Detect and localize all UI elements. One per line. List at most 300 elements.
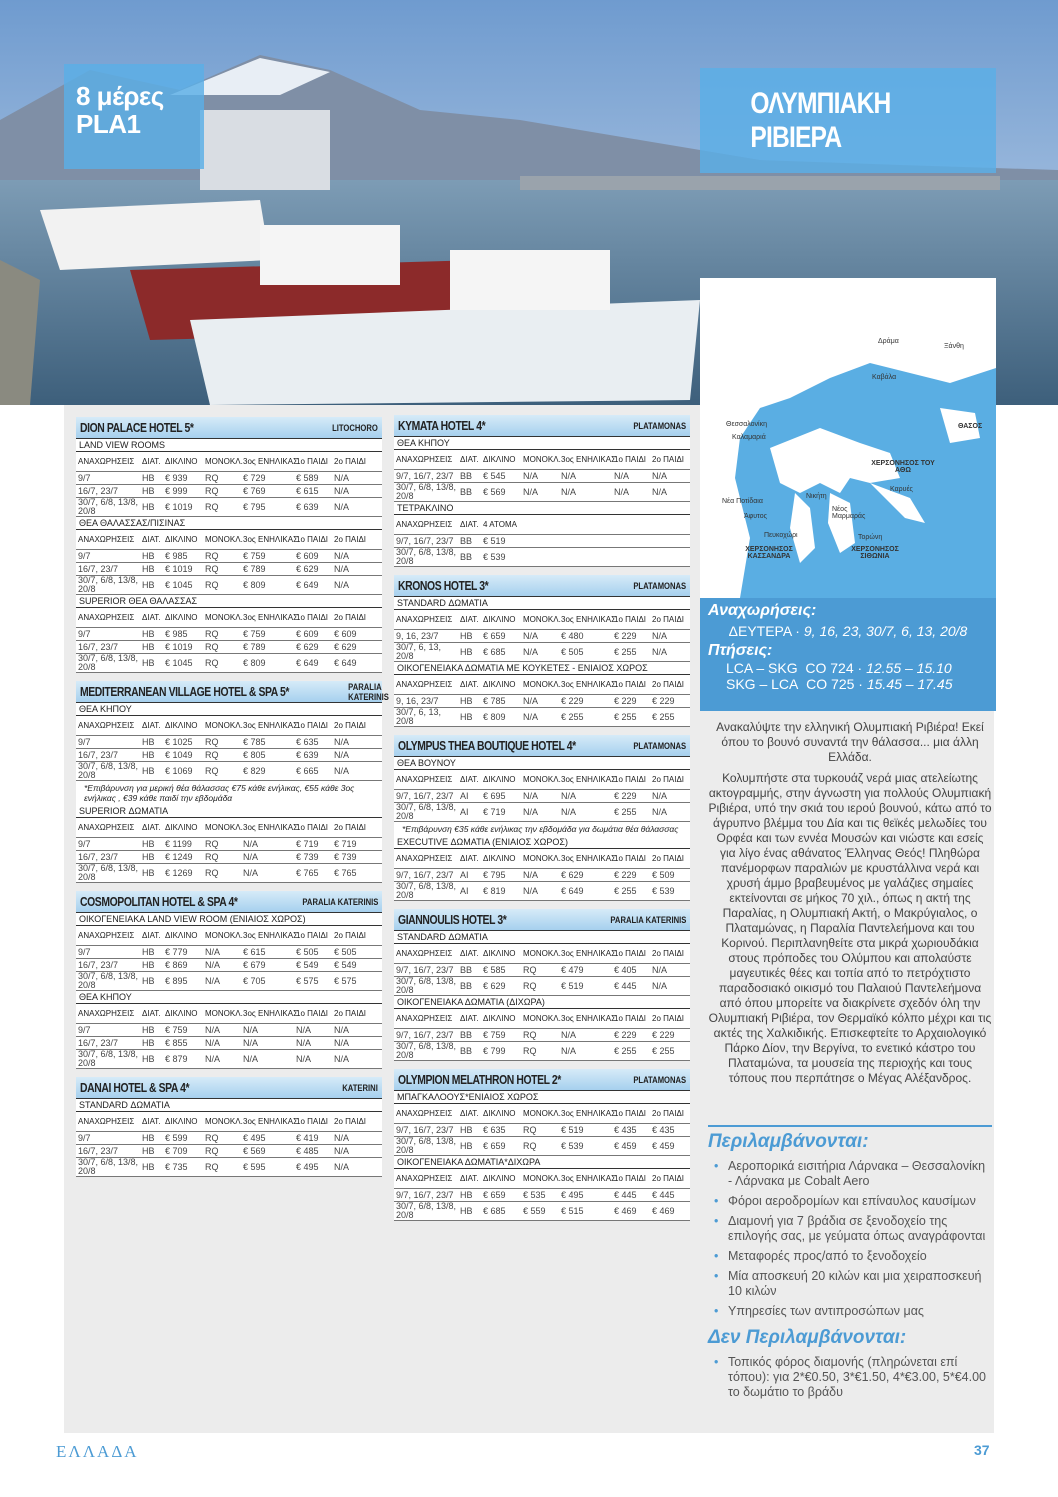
column-header: 3ος ΕΝΗΛΙΚΑΣ bbox=[243, 457, 299, 466]
table-cell: € 539 bbox=[652, 886, 675, 896]
table-cell: N/A bbox=[652, 807, 668, 817]
table-cell: 9/7 bbox=[78, 736, 91, 747]
column-header: 3ος ΕΝΗΛΙΚΑΣ bbox=[243, 535, 299, 544]
table-cell: HB bbox=[142, 868, 155, 878]
column-header: ΜΟΝΟΚΛ. bbox=[523, 775, 561, 784]
table-cell: RQ bbox=[205, 868, 219, 878]
table-cell: HB bbox=[142, 564, 155, 574]
excluded-title: Δεν Περιλαμβάνονται: bbox=[708, 1327, 907, 1348]
column-header: 3ος ΕΝΗΛΙΚΑΣ bbox=[243, 613, 299, 622]
table-cell: 9/7, 16/7, 23/7 bbox=[396, 470, 454, 481]
table-cell: N/A bbox=[334, 1162, 350, 1172]
hotel-name: OLYMPUS THEA BOUTIQUE HOTEL 4* bbox=[398, 738, 576, 753]
table-cell: € 765 bbox=[296, 868, 319, 878]
table-cell: € 229 bbox=[614, 870, 637, 880]
table-row bbox=[76, 736, 382, 749]
column-header: ΔΙΚΛΙΝΟ bbox=[483, 1014, 516, 1023]
table-cell: € 599 bbox=[165, 1133, 188, 1143]
flights-title: Πτήσεις: bbox=[708, 642, 773, 659]
table-cell: € 539 bbox=[561, 1141, 584, 1151]
table-cell: 30/7, 6/8, 13/8, 20/8 bbox=[396, 976, 457, 995]
table-cell: € 665 bbox=[296, 766, 319, 776]
table-cell: 16/7, 23/7 bbox=[78, 1145, 119, 1156]
column-header: 3ος ΕΝΗΛΙΚΑΣ bbox=[561, 775, 617, 784]
table-cell: € 480 bbox=[561, 631, 584, 641]
column-header: ΔΙΚΛΙΝΟ bbox=[483, 615, 516, 624]
hotel-header bbox=[394, 415, 690, 437]
list-item: • Αεροπορικά εισιτήρια Λάρνακα – Θεσσαλονίκη - Λάρνακα με Cobalt Aero bbox=[708, 1159, 992, 1189]
table-row bbox=[76, 472, 382, 485]
table-cell: € 1045 bbox=[165, 580, 193, 590]
table-cell: € 505 bbox=[561, 647, 584, 657]
column-header: ΔΙΑΤ. bbox=[460, 949, 479, 958]
table-cell: 30/7, 6/8, 13/8, 20/8 bbox=[396, 547, 457, 566]
table-cell: N/A bbox=[334, 502, 350, 512]
column-header: 3ος ΕΝΗΛΙΚΑΣ bbox=[561, 949, 617, 958]
column-header: 2ο ΠΑΙΔΙ bbox=[652, 1109, 685, 1118]
table-cell: € 805 bbox=[243, 750, 266, 760]
table-cell: RQ bbox=[205, 750, 219, 760]
description-intro: Ανακαλύψτε την ελληνική Ολυμπιακή Ριβιέρα! Εκεί όπου το βουνό συναντά την θάλασσα... μια άλλη Ελλάδα. bbox=[716, 720, 984, 764]
table-cell: HB bbox=[142, 947, 155, 957]
table-cell: € 459 bbox=[614, 1141, 637, 1151]
table-cell: HB bbox=[142, 737, 155, 747]
map-label: ΧΕΡΣΟΝΗΣΟΣ ΣΙΘΩΝΙΑ bbox=[851, 546, 899, 560]
table-cell: 30/7, 6/8, 13/8, 20/8 bbox=[78, 863, 139, 882]
table-cell: € 719 bbox=[334, 839, 357, 849]
column-header: ΑΝΑΧΩΡΗΣΕΙΣ bbox=[396, 1014, 453, 1023]
hotel-location: LITOCHORO bbox=[332, 422, 378, 433]
table-cell: € 659 bbox=[483, 1141, 506, 1151]
column-header-row bbox=[76, 1004, 382, 1024]
table-cell: N/A bbox=[334, 1133, 350, 1143]
table-cell: 9/7 bbox=[78, 628, 91, 639]
hotel-name: KYMATA HOTEL 4* bbox=[398, 418, 486, 433]
table-cell: € 985 bbox=[165, 629, 188, 639]
table-cell: HB bbox=[142, 1025, 155, 1035]
column-header: 2ο ΠΑΙΔΙ bbox=[652, 854, 685, 863]
table-cell: AI bbox=[460, 870, 469, 880]
table-cell: € 1019 bbox=[165, 502, 193, 512]
table-cell: € 795 bbox=[483, 870, 506, 880]
table-cell: € 575 bbox=[334, 976, 357, 986]
table-cell: N/A bbox=[523, 791, 539, 801]
column-header: 1ο ΠΑΙΔΙ bbox=[614, 615, 647, 624]
table-cell: € 405 bbox=[614, 965, 637, 975]
hotels-column-middle bbox=[394, 415, 690, 1229]
table-cell: HB bbox=[460, 1206, 473, 1216]
table-cell: 30/7, 6/8, 13/8, 20/8 bbox=[78, 1157, 139, 1176]
table-cell: € 435 bbox=[614, 1125, 637, 1135]
table-cell: RQ bbox=[205, 1162, 219, 1172]
table-cell: € 785 bbox=[243, 737, 266, 747]
table-cell: 9/7 bbox=[78, 838, 91, 849]
table-row bbox=[76, 498, 382, 517]
table-cell: € 1069 bbox=[165, 766, 193, 776]
column-header: ΔΙΚΛΙΝΟ bbox=[165, 721, 198, 730]
hotel-header bbox=[76, 1077, 382, 1099]
column-header: ΔΙΑΤ. bbox=[460, 455, 479, 464]
map-label: Νικήτη bbox=[806, 493, 827, 500]
hotel-header bbox=[76, 417, 382, 439]
column-header: ΑΝΑΧΩΡΗΣΕΙΣ bbox=[78, 457, 135, 466]
table-cell: N/A bbox=[561, 1046, 577, 1056]
table-cell: € 519 bbox=[483, 536, 506, 546]
column-header: 3ος ΕΝΗΛΙΚΑΣ bbox=[561, 1174, 617, 1183]
room-type: ΟΙΚΟΓΕΝΕΙΑΚΑ ΔΩΜΑΤΙΑ*ΔΙΧΩΡΑ bbox=[394, 1156, 690, 1169]
table-cell: HB bbox=[142, 1054, 155, 1064]
table-row bbox=[394, 548, 690, 567]
table-cell: € 255 bbox=[614, 647, 637, 657]
column-header: ΑΝΑΧΩΡΗΣΕΙΣ bbox=[396, 520, 453, 529]
table-cell: € 1025 bbox=[165, 737, 193, 747]
table-row bbox=[76, 1132, 382, 1145]
map-label: Άφυτος bbox=[744, 513, 767, 520]
column-header: 1ο ΠΑΙΔΙ bbox=[296, 457, 329, 466]
table-cell: RQ bbox=[205, 852, 219, 862]
column-header: 2ο ΠΑΙΔΙ bbox=[652, 680, 685, 689]
table-cell: N/A bbox=[334, 1146, 350, 1156]
hotel-location: PLATAMONAS bbox=[633, 580, 686, 591]
column-header: ΔΙΑΤ. bbox=[142, 1117, 161, 1126]
table-cell: € 635 bbox=[483, 1125, 506, 1135]
table-cell: € 659 bbox=[483, 631, 506, 641]
column-header: ΔΙΚΛΙΝΟ bbox=[165, 823, 198, 832]
table-cell: N/A bbox=[296, 1025, 312, 1035]
table-row bbox=[394, 1137, 690, 1156]
table-cell: € 659 bbox=[483, 1190, 506, 1200]
column-header: ΑΝΑΧΩΡΗΣΕΙΣ bbox=[396, 1109, 453, 1118]
hotel-table bbox=[394, 575, 690, 727]
table-cell: € 229 bbox=[614, 696, 637, 706]
table-cell: BB bbox=[460, 981, 473, 991]
column-header: ΑΝΑΧΩΡΗΣΕΙΣ bbox=[396, 680, 453, 689]
table-cell: HB bbox=[142, 1038, 155, 1048]
table-cell: € 615 bbox=[296, 486, 319, 496]
hotel-table bbox=[76, 891, 382, 1069]
column-header: 1ο ΠΑΙΔΙ bbox=[296, 1009, 329, 1018]
column-header: ΜΟΝΟΚΛ. bbox=[205, 823, 243, 832]
column-header: 1ο ΠΑΙΔΙ bbox=[614, 1014, 647, 1023]
table-row bbox=[394, 483, 690, 502]
table-cell: € 495 bbox=[561, 1190, 584, 1200]
column-header: ΑΝΑΧΩΡΗΣΕΙΣ bbox=[78, 1009, 135, 1018]
table-cell: HB bbox=[142, 960, 155, 970]
column-header-row bbox=[394, 849, 690, 869]
column-header: 2ο ΠΑΙΔΙ bbox=[334, 823, 367, 832]
description bbox=[708, 720, 992, 1092]
column-header: 1ο ΠΑΙΔΙ bbox=[614, 854, 647, 863]
map-label: Καρυές bbox=[890, 486, 913, 493]
table-cell: € 1019 bbox=[165, 564, 193, 574]
table-cell: BB bbox=[460, 471, 473, 481]
column-header: ΔΙΚΛΙΝΟ bbox=[165, 457, 198, 466]
room-type: SUPERIOR ΔΩΜΑΤΙΑ bbox=[76, 805, 382, 818]
table-cell: BB bbox=[460, 1046, 473, 1056]
column-header: ΔΙΚΛΙΝΟ bbox=[165, 535, 198, 544]
table-cell: N/A bbox=[652, 981, 668, 991]
hotels-column-left bbox=[76, 417, 390, 1185]
column-header: 1ο ΠΑΙΔΙ bbox=[614, 775, 647, 784]
column-header: ΜΟΝΟΚΛ. bbox=[523, 455, 561, 464]
hotel-table bbox=[394, 735, 690, 901]
table-cell: € 759 bbox=[243, 629, 266, 639]
table-cell: HB bbox=[142, 976, 155, 986]
table-cell: € 739 bbox=[334, 852, 357, 862]
table-cell: N/A bbox=[561, 791, 577, 801]
table-cell: N/A bbox=[205, 947, 221, 957]
table-cell: N/A bbox=[243, 839, 259, 849]
hotel-location: PARALIA KATERINIS bbox=[348, 681, 390, 702]
column-header: ΑΝΑΧΩΡΗΣΕΙΣ bbox=[396, 949, 453, 958]
column-header: 1ο ΠΑΙΔΙ bbox=[296, 535, 329, 544]
table-cell: € 445 bbox=[652, 1190, 675, 1200]
table-cell: HB bbox=[142, 486, 155, 496]
table-cell: € 609 bbox=[296, 629, 319, 639]
column-header: 2ο ΠΑΙΔΙ bbox=[334, 1009, 367, 1018]
table-cell: AI bbox=[460, 886, 469, 896]
included-list bbox=[708, 1159, 992, 1319]
column-header-row bbox=[394, 1104, 690, 1124]
table-cell: 9/7, 16/7, 23/7 bbox=[396, 790, 454, 801]
table-cell: € 789 bbox=[243, 564, 266, 574]
column-header: ΔΙΚΛΙΝΟ bbox=[165, 931, 198, 940]
table-cell: € 785 bbox=[483, 696, 506, 706]
hotel-name: MEDITERRANEAN VILLAGE HOTEL & SPA 5* bbox=[80, 684, 290, 699]
map-label: Πευκοχώρι bbox=[764, 532, 798, 539]
table-cell: € 769 bbox=[243, 486, 266, 496]
table-cell: € 545 bbox=[483, 471, 506, 481]
column-header-row bbox=[76, 716, 382, 736]
table-cell: 9, 16, 23/7 bbox=[396, 695, 439, 706]
table-cell: € 485 bbox=[296, 1146, 319, 1156]
column-header-row bbox=[394, 450, 690, 470]
table-cell: € 255 bbox=[652, 712, 675, 722]
table-cell: HB bbox=[142, 1133, 155, 1143]
table-cell: RQ bbox=[523, 1125, 537, 1135]
table-cell: € 809 bbox=[243, 658, 266, 668]
column-header: 3ος ΕΝΗΛΙΚΑΣ bbox=[243, 823, 299, 832]
table-cell: N/A bbox=[334, 737, 350, 747]
table-cell: N/A bbox=[243, 868, 259, 878]
table-cell: BB bbox=[460, 552, 473, 562]
room-type: STANDARD ΔΩΜΑΤΙΑ bbox=[394, 597, 690, 610]
table-cell: € 685 bbox=[483, 647, 506, 657]
table-cell: € 575 bbox=[296, 976, 319, 986]
column-header: 1ο ΠΑΙΔΙ bbox=[296, 1117, 329, 1126]
list-item: • Φόροι αεροδρομίων και επίναυλος καυσίμων bbox=[708, 1194, 992, 1209]
column-header: ΜΟΝΟΚΛ. bbox=[205, 1117, 243, 1126]
list-item: • Διαμονή για 7 βράδια σε ξενοδοχείο της επιλογής σας, με γεύματα όπως αναγράφονται bbox=[708, 1214, 992, 1244]
hotel-table bbox=[76, 681, 390, 883]
column-header: ΔΙΑΤ. bbox=[460, 615, 479, 624]
hotel-header bbox=[76, 681, 390, 703]
hotel-location: KATERINI bbox=[342, 1082, 378, 1093]
table-cell: € 459 bbox=[652, 1141, 675, 1151]
hotel-location: PARALIA KATERINIS bbox=[302, 896, 378, 907]
column-header: 3ος ΕΝΗΛΙΚΑΣ bbox=[561, 1014, 617, 1023]
departure-dates: ΔΕΥΤΕΡΑ · 9, 16, 23, 30/7, 6, 13, 20/8 bbox=[728, 623, 968, 639]
room-type: STANDARD ΔΩΜΑΤΙΑ bbox=[76, 1099, 382, 1112]
region-title: ΟΛΥΜΠΙΑΚΗ ΡΙΒΙΕΡΑ bbox=[750, 86, 891, 154]
table-cell: RQ bbox=[523, 965, 537, 975]
column-header: ΔΙΚΛΙΝΟ bbox=[165, 1117, 198, 1126]
table-cell: BB bbox=[460, 1030, 473, 1040]
table-cell: € 595 bbox=[243, 1162, 266, 1172]
table-cell: N/A bbox=[296, 1038, 312, 1048]
column-header: ΑΝΑΧΩΡΗΣΕΙΣ bbox=[78, 721, 135, 730]
column-header: ΑΝΑΧΩΡΗΣΕΙΣ bbox=[78, 613, 135, 622]
table-cell: N/A bbox=[561, 1030, 577, 1040]
hotel-name: GIANNOULIS HOTEL 3* bbox=[398, 912, 507, 927]
hotel-table bbox=[394, 1069, 690, 1221]
table-row bbox=[76, 654, 382, 673]
footer-country: ΕΛΛΑΔΑ bbox=[56, 1442, 139, 1461]
table-cell: 9/7, 16/7, 23/7 bbox=[396, 1029, 454, 1040]
column-header: 1ο ΠΑΙΔΙ bbox=[296, 721, 329, 730]
column-header: 4 ΑΤΟΜΑ bbox=[483, 520, 517, 529]
table-cell: 30/7, 6/8, 13/8, 20/8 bbox=[396, 1136, 457, 1155]
map-label: Τορώνη bbox=[858, 534, 883, 541]
table-cell: € 635 bbox=[296, 737, 319, 747]
table-cell: 16/7, 23/7 bbox=[78, 641, 119, 652]
table-cell: HB bbox=[142, 766, 155, 776]
table-cell: € 709 bbox=[165, 1146, 188, 1156]
hotel-name: DANAI HOTEL & SPA 4* bbox=[80, 1080, 190, 1095]
map-label: Ξάνθη bbox=[944, 343, 964, 350]
column-header-row bbox=[76, 1112, 382, 1132]
column-header: 2ο ΠΑΙΔΙ bbox=[334, 1117, 367, 1126]
departures-box bbox=[700, 598, 996, 711]
column-header: ΔΙΑΤ. bbox=[142, 457, 161, 466]
table-cell: RQ bbox=[205, 473, 219, 483]
column-header: ΔΙΑΤ. bbox=[460, 1109, 479, 1118]
table-cell: € 639 bbox=[296, 750, 319, 760]
table-cell: 30/7, 6/8, 13/8, 20/8 bbox=[396, 1041, 457, 1060]
column-header-row bbox=[394, 675, 690, 695]
room-type: ΘΕΑ ΚΗΠΟΥ bbox=[76, 703, 382, 716]
table-cell: 16/7, 23/7 bbox=[78, 749, 119, 760]
hotel-table bbox=[394, 415, 690, 567]
column-header: 1ο ΠΑΙΔΙ bbox=[296, 931, 329, 940]
table-cell: RQ bbox=[205, 642, 219, 652]
table-cell: RQ bbox=[523, 1030, 537, 1040]
table-cell: HB bbox=[142, 502, 155, 512]
column-header-row bbox=[76, 452, 382, 472]
table-cell: N/A bbox=[523, 696, 539, 706]
column-header: ΔΙΚΛΙΝΟ bbox=[165, 1009, 198, 1018]
table-cell: € 1199 bbox=[165, 839, 192, 849]
table-cell: 30/7, 6/8, 13/8, 20/8 bbox=[396, 881, 457, 900]
map-label: Θεσσαλονίκη bbox=[726, 421, 767, 428]
hotel-table bbox=[76, 1077, 382, 1177]
column-header: ΔΙΑΤ. bbox=[142, 535, 161, 544]
table-cell: € 799 bbox=[483, 1046, 506, 1056]
column-header: 3ος ΕΝΗΛΙΚΑΣ bbox=[243, 931, 299, 940]
table-cell: € 495 bbox=[243, 1133, 266, 1143]
table-note: *Επιβάρυνση για μερική θέα θάλασσας €75 κάθε ενήλικας, €55 κάθε 3ος ενήλικας , €39 κάθε παιδί την εβδομάδα bbox=[84, 783, 355, 803]
table-cell: € 255 bbox=[561, 712, 584, 722]
table-cell: 9, 16, 23/7 bbox=[396, 630, 439, 641]
table-cell: N/A bbox=[523, 471, 539, 481]
table-cell: HB bbox=[460, 1125, 473, 1135]
table-cell: € 629 bbox=[296, 564, 319, 574]
hotel-location: PLATAMONAS bbox=[633, 1074, 686, 1085]
column-header: 1ο ΠΑΙΔΙ bbox=[614, 455, 647, 464]
table-cell: 9/7, 16/7, 23/7 bbox=[396, 535, 454, 546]
table-cell: € 735 bbox=[165, 1162, 188, 1172]
column-header: ΔΙΑΤ. bbox=[142, 1009, 161, 1018]
table-cell: € 829 bbox=[243, 766, 266, 776]
table-cell: HB bbox=[142, 473, 155, 483]
table-cell: € 435 bbox=[652, 1125, 675, 1135]
region-banner bbox=[700, 68, 996, 173]
table-cell: € 895 bbox=[165, 976, 188, 986]
table-cell: RQ bbox=[205, 580, 219, 590]
table-cell: € 539 bbox=[483, 552, 506, 562]
table-cell: N/A bbox=[561, 487, 577, 497]
column-header: 2ο ΠΑΙΔΙ bbox=[652, 615, 685, 624]
table-cell: N/A bbox=[614, 471, 630, 481]
table-cell: N/A bbox=[334, 564, 350, 574]
table-row bbox=[76, 838, 382, 851]
table-cell: 30/7, 6/8, 13/8, 20/8 bbox=[78, 761, 139, 780]
column-header-row bbox=[394, 1009, 690, 1029]
trip-code: PLA1 bbox=[76, 109, 141, 139]
room-type: SUPERIOR ΘΕΑ ΘΑΛΑΣΣΑΣ bbox=[76, 595, 382, 608]
table-cell: N/A bbox=[652, 631, 668, 641]
table-cell: HB bbox=[460, 647, 473, 657]
room-type: ΘΕΑ ΒΟΥΝΟΥ bbox=[394, 757, 690, 770]
column-header: ΜΟΝΟΚΛ. bbox=[523, 615, 561, 624]
table-cell: N/A bbox=[205, 1038, 221, 1048]
column-header: ΔΙΑΤ. bbox=[460, 1174, 479, 1183]
departures-title: Αναχωρήσεις: bbox=[708, 602, 817, 619]
table-row bbox=[394, 977, 690, 996]
table-cell: € 1249 bbox=[165, 852, 193, 862]
table-cell: € 629 bbox=[296, 642, 319, 652]
table-cell: RQ bbox=[205, 1133, 219, 1143]
table-cell: € 629 bbox=[334, 642, 357, 652]
table-cell: N/A bbox=[523, 807, 539, 817]
table-cell: N/A bbox=[243, 1054, 259, 1064]
table-cell: 9/7 bbox=[78, 1024, 91, 1035]
table-cell: 16/7, 23/7 bbox=[78, 1037, 119, 1048]
table-row bbox=[76, 972, 382, 991]
table-cell: € 705 bbox=[243, 976, 266, 986]
column-header: ΑΝΑΧΩΡΗΣΕΙΣ bbox=[396, 854, 453, 863]
room-type: ΟΙΚΟΓΕΝΕΙΑΚΑ ΔΩΜΑΤΙΑ (ΔΙΧΩΡΑ) bbox=[394, 996, 690, 1009]
column-header: ΔΙΑΤ. bbox=[142, 931, 161, 940]
table-cell: € 1269 bbox=[165, 868, 193, 878]
table-cell: € 589 bbox=[296, 473, 319, 483]
table-cell: 30/7, 6/8, 13/8, 20/8 bbox=[78, 1049, 139, 1068]
table-cell: N/A bbox=[334, 486, 350, 496]
column-header: 2ο ΠΑΙΔΙ bbox=[334, 931, 367, 940]
page-number: 37 bbox=[974, 1442, 990, 1458]
table-row bbox=[394, 1202, 690, 1221]
table-cell: 9/7 bbox=[78, 550, 91, 561]
table-cell: € 229 bbox=[614, 631, 637, 641]
table-cell: € 585 bbox=[483, 965, 506, 975]
table-cell: € 649 bbox=[296, 580, 319, 590]
table-cell: € 939 bbox=[165, 473, 188, 483]
table-cell: € 855 bbox=[165, 1038, 188, 1048]
table-cell: N/A bbox=[652, 965, 668, 975]
table-cell: N/A bbox=[523, 886, 539, 896]
table-cell: HB bbox=[460, 712, 473, 722]
table-cell: 9/7, 16/7, 23/7 bbox=[396, 1124, 454, 1135]
